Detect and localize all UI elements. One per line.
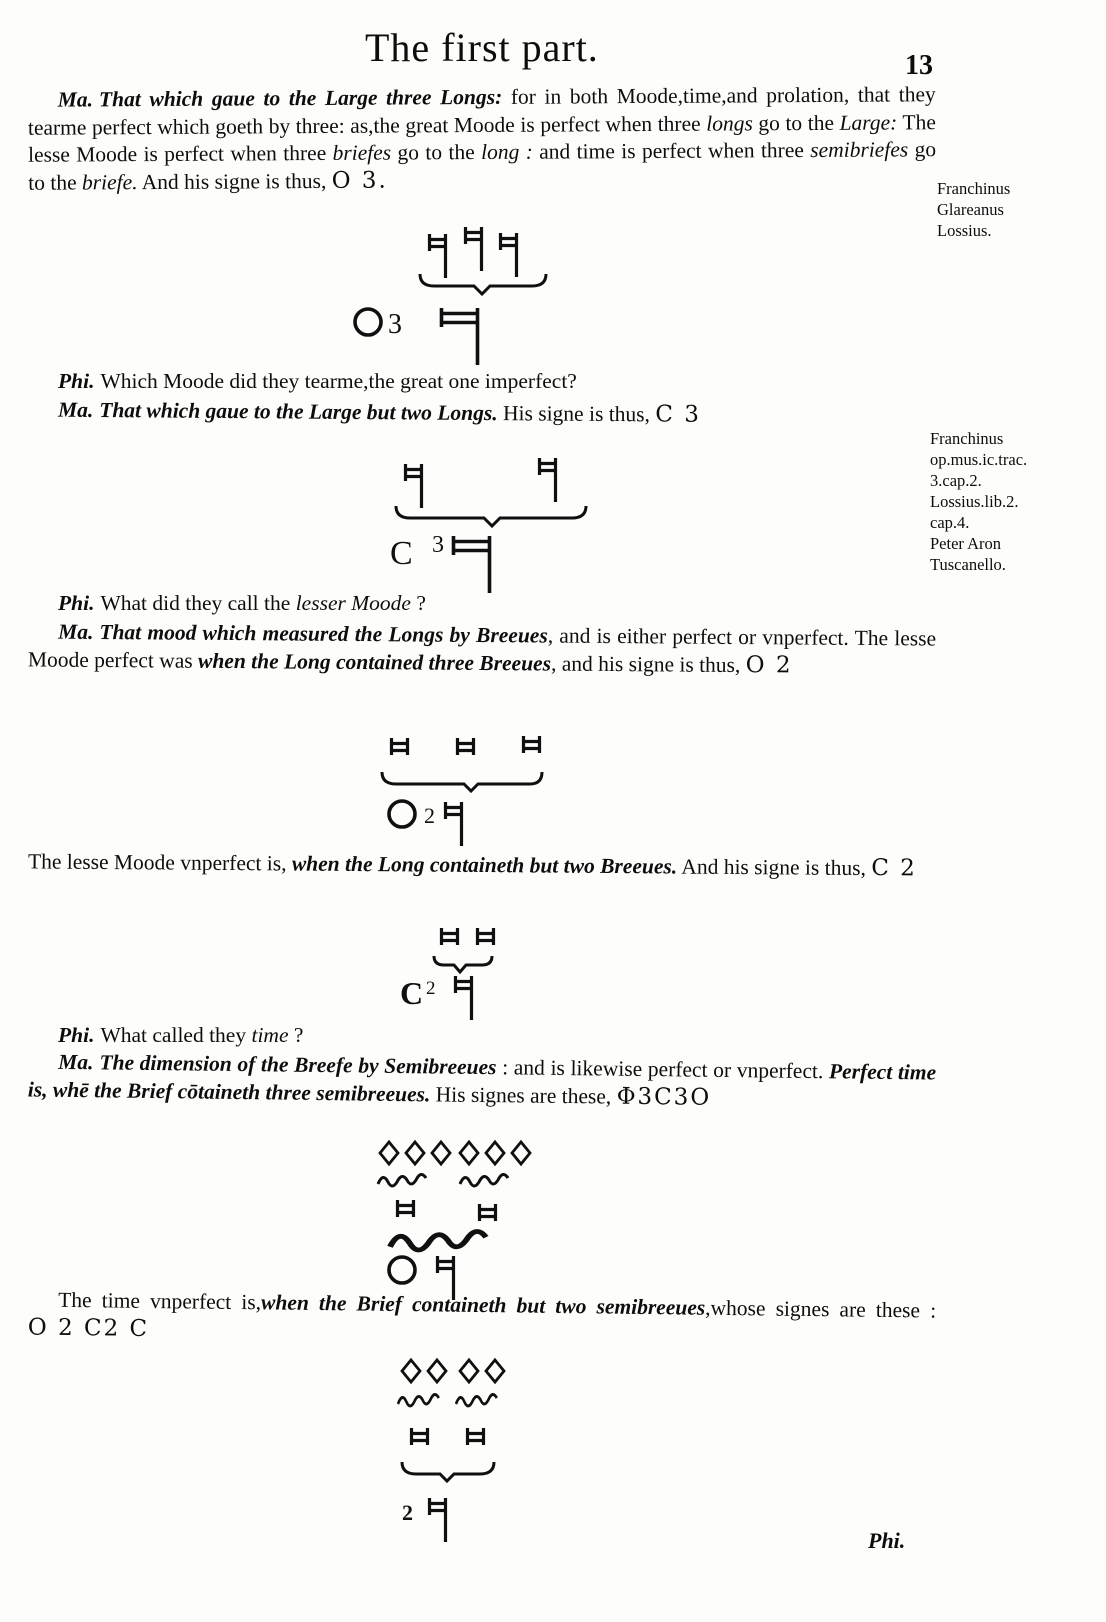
sign-number: 2 [424, 803, 435, 828]
long-note [538, 458, 557, 502]
text-segment: Which Moode did they tearme,the great one imperfect? [100, 369, 577, 393]
wavy-brace [456, 1394, 497, 1406]
text-segment: time [251, 1023, 289, 1047]
margin-note-authorities-1 [937, 178, 1097, 241]
speaker-label: Phi. [58, 591, 95, 615]
paragraph-phi-question-2 [28, 590, 936, 618]
text-segment: His signe is thus, [497, 401, 656, 427]
sign-number: 2 [426, 978, 436, 999]
text-segment: And his signe is thus, [677, 854, 872, 881]
long-note [444, 802, 463, 846]
text-segment: His signes are these, [430, 1081, 617, 1109]
text-segment: The lesse Moode vnperfect is, [27, 849, 292, 876]
sign-number: 2 [402, 1500, 413, 1525]
long-note [454, 976, 473, 1020]
catchword: Phi. [868, 1528, 906, 1553]
breve-note [440, 928, 459, 945]
text-segment: long : [481, 139, 533, 165]
page-number: 13 [905, 50, 933, 81]
grouping-brace [420, 274, 546, 294]
margin-note-line: Tuscanello. [930, 555, 1006, 574]
paragraph-ma-moode [28, 81, 937, 197]
mensuration-sign: C 2 [871, 855, 917, 882]
large-note [452, 536, 491, 593]
speaker-label: Ma. [57, 397, 94, 422]
grouping-brace [402, 1462, 494, 1481]
music-example-vnperfect-lesse-moode [398, 920, 568, 1020]
margin-note-line: 3.cap.2. [930, 471, 982, 490]
text-segment: briefe. [81, 169, 138, 194]
margin-note-authorities-2 [930, 428, 1100, 575]
music-example-vnperfect-time [386, 1352, 546, 1567]
breve-note [396, 1200, 415, 1217]
semibreve-note [486, 1142, 504, 1164]
speaker-label: Ma. [58, 1049, 94, 1075]
paragraph-lesse-moode-vnperfect [28, 848, 936, 883]
semibreve-note [428, 1360, 446, 1382]
long-note [404, 464, 423, 508]
wavy-brace [460, 1174, 508, 1186]
wavy-brace [378, 1174, 426, 1186]
semibreve-note [380, 1142, 398, 1164]
text-segment: when the Brief containeth but two semibreeues [260, 1290, 706, 1320]
text-segment: : and is likewise perfect or vnperfect. [496, 1055, 830, 1084]
page-title: The first part. [365, 25, 599, 70]
grouping-brace [434, 956, 492, 972]
text-segment: ? [410, 591, 426, 615]
text-segment: for in both Moode,time,and prolation, that they tearme perfect which goeth by three: as,the great Moode is perfect when three [27, 82, 936, 140]
mensuration-sign: Φ3C3O [616, 1083, 712, 1111]
text-segment: , and is either perfect or vnperfect. The lesse Moode perfect was [27, 623, 937, 673]
text-segment: That which gaue to the Large but two Longs. [99, 397, 498, 426]
wavy-brace [398, 1394, 439, 1406]
margin-note-line: op.mus.ic.trac. [930, 450, 1028, 469]
paragraph-time-vnperfect [28, 1286, 937, 1352]
text-segment: go to the [752, 110, 840, 135]
text-segment: when the Long containeth but two Breeues. [291, 851, 678, 879]
breve-note [476, 928, 495, 945]
text-segment: go to the [28, 137, 937, 195]
music-example-perfect-time [368, 1136, 543, 1304]
text-segment: semibriefes [810, 137, 909, 162]
long-note [428, 234, 447, 278]
margin-note-line: Lossius.lib.2. [930, 492, 1019, 511]
long-note [464, 227, 483, 271]
breve-note [466, 1428, 485, 1445]
breve-note [522, 736, 541, 753]
paragraph-phi-question-3 [28, 1022, 936, 1050]
large-note [440, 308, 479, 365]
mensuration-sign: O 3. [331, 167, 388, 194]
breve-note [390, 738, 409, 755]
text-segment: The time vnperfect is, [58, 1287, 262, 1315]
text-segment: The dimension of the Breefe by Semibreeues [99, 1050, 497, 1080]
text-segment: go to the [391, 140, 482, 165]
music-example-perfect-lesse-moode [378, 728, 608, 848]
text-segment: What did they call the [100, 591, 296, 615]
grouping-brace [382, 772, 542, 791]
margin-note-line: Peter Aron [930, 534, 1002, 553]
paragraph-ma-answer-1 [28, 396, 936, 431]
semibreve-note [402, 1360, 420, 1382]
mensuration-sign: O 2 C2 C [27, 1313, 150, 1342]
paragraph-ma-answer-2 [28, 618, 936, 680]
text-segment: ,whose signes are these : [705, 1295, 937, 1323]
sign-letter-C: C [400, 975, 424, 1011]
speaker-label: Phi. [58, 369, 95, 393]
semibreve-note [486, 1360, 504, 1382]
text-segment: longs [706, 110, 753, 136]
circle-O-sign [389, 801, 415, 827]
sign-number: 3 [388, 309, 402, 340]
margin-note-line: Franchinus [937, 179, 1011, 198]
wavy-brace-large [390, 1232, 486, 1250]
margin-note-line: Lossius. [937, 221, 992, 240]
circle-O-sign [389, 1257, 415, 1283]
mensuration-sign: C 3 [655, 401, 701, 428]
text-segment: Large: [839, 109, 898, 135]
text-segment: What called they [100, 1023, 252, 1047]
text-segment: lesser Moode [295, 591, 411, 615]
margin-note-line: Franchinus [930, 429, 1004, 448]
breve-note [410, 1428, 429, 1445]
grouping-brace [396, 506, 586, 526]
semibreve-note [460, 1142, 478, 1164]
semibreve-note [512, 1142, 530, 1164]
breve-note [478, 1204, 497, 1221]
text-segment: briefes [332, 140, 392, 165]
speaker-label: Ma. [58, 619, 94, 644]
paragraph-phi-question-1 [28, 368, 936, 396]
text-segment: That mood which measured the Longs by Breeues [99, 619, 548, 648]
music-example-imperfect-great-moode [388, 452, 618, 602]
long-note [428, 1498, 447, 1542]
text-segment: when the Long contained three Breeues [197, 648, 552, 676]
sign-number: 3 [432, 532, 444, 558]
long-note [499, 233, 518, 277]
sign-letter-C: C [390, 535, 413, 572]
text-segment: That which gaue to the Large three Longs: [98, 84, 511, 112]
breve-note [456, 738, 475, 755]
text-segment: and time is perfect when three [532, 137, 811, 164]
semibreve-note [406, 1142, 424, 1164]
circle-O-sign [355, 309, 381, 335]
margin-note-line: Glareanus [937, 200, 1004, 219]
text-segment: Perfect time is, whē the Brief cōtaineth three semibreeues. [27, 1059, 937, 1106]
semibreve-note [432, 1142, 450, 1164]
speaker-label: Phi. [58, 1023, 95, 1047]
margin-note-line: cap.4. [930, 513, 970, 532]
text-segment: The lesse Moode is perfect when three [28, 109, 936, 167]
text-segment: And his signe is thus, [137, 168, 332, 194]
semibreve-note [460, 1360, 478, 1382]
text-segment: , and his signe is thus, [550, 651, 746, 677]
paragraph-ma-answer-3 [28, 1048, 937, 1114]
mensuration-sign: O 2 [745, 651, 793, 678]
speaker-label: Ma. [57, 87, 94, 112]
music-example-perfect-great-moode [338, 222, 578, 372]
text-segment: ? [288, 1023, 304, 1047]
